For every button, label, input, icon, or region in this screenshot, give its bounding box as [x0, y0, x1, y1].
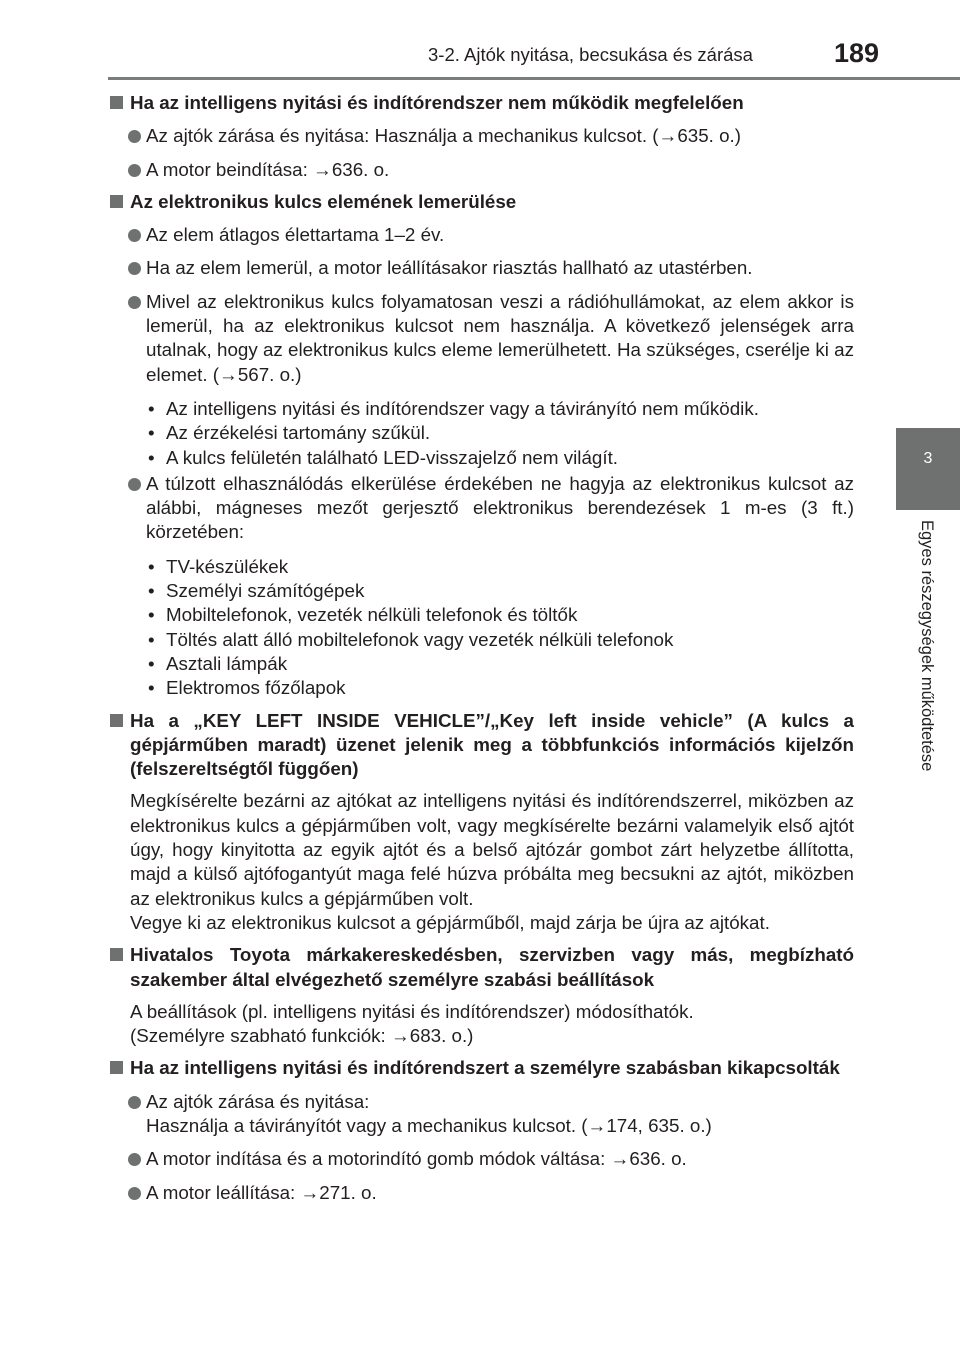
square-bullet-icon: [110, 1061, 123, 1074]
bullet-icon: •: [148, 397, 155, 419]
square-bullet-icon: [110, 195, 123, 208]
list-item: [108, 472, 854, 545]
item-text: Mivel az elektronikus kulcs folyamatosan veszi a rádióhullámokat, az elem akkor is lemerül, ha az elektronikus kulcsot nem használja. A következő jelenségek arra utalnak, hogy az elektronikus kulcs eleme lemerülhetett. Ha szükséges, cserélje ki az elemet. (→567. o.): [146, 290, 854, 385]
sub-item-text: A kulcs felületén található LED-visszajelző nem világít.: [166, 446, 619, 468]
section-heading-key-left-inside: [108, 709, 854, 782]
sub-item-text: Az érzékelési tartomány szűkül.: [166, 422, 431, 444]
circle-bullet-icon: [128, 164, 141, 177]
body-paragraph: [108, 1000, 854, 1049]
section-title: Hivatalos Toyota márkakereskedésben, szervizben vagy más, megbízható szakember által elvégezhető személyre szabási beállítások: [130, 944, 854, 990]
sub-item-text: Töltés alatt álló mobiltelefonok vagy vezeték nélküli telefonok: [166, 628, 674, 650]
section-heading: 3-2. Ajtók nyitása, becsukása és zárása: [428, 44, 753, 65]
sub-item-text: TV-készülékek: [166, 555, 289, 577]
sub-list-item: [146, 628, 854, 652]
list-item: [108, 1181, 854, 1205]
section-heading-system-disabled: [108, 1056, 854, 1080]
chapter-title: Egyes részegységek működtetése: [918, 520, 936, 772]
bullet-icon: •: [148, 604, 155, 626]
bullet-icon: •: [148, 555, 155, 577]
list-item: [108, 1147, 854, 1171]
bullet-icon: •: [148, 628, 155, 650]
section-title: Ha a „KEY LEFT INSIDE VEHICLE”/„Key left inside vehicle” (A kulcs a gépjárműben maradt) üzenet jelenik meg a többfunkciós információs kijelzőn (felszereltségtől függően): [130, 709, 854, 780]
sub-list-item: [146, 397, 854, 421]
sub-item-text: Az intelligens nyitási és indítórendszer vagy a távirányító nem működik.: [166, 397, 759, 419]
section-title: Az elektronikus kulcs elemének lemerülése: [130, 190, 517, 212]
bullet-icon: •: [148, 580, 155, 602]
sub-item-text: Asztali lámpák: [166, 652, 288, 674]
circle-bullet-icon: [128, 296, 141, 309]
chapter-tab: [896, 428, 960, 510]
circle-bullet-icon: [128, 1096, 141, 1109]
item-text: Az elem átlagos élettartama 1–2 év.: [146, 224, 445, 246]
sub-list-item: [146, 555, 854, 579]
circle-bullet-icon: [128, 478, 141, 491]
chapter-number: 3: [923, 450, 933, 467]
sub-list-item: [146, 676, 854, 700]
item-text: A motor beindítása: →636. o.: [146, 158, 390, 180]
header-divider: [108, 77, 960, 80]
sub-list-item: [146, 579, 854, 603]
paragraph-text: Vegye ki az elektronikus kulcsot a gépjárműből, majd zárja be újra az ajtókat.: [130, 911, 770, 933]
item-text: Az ajtók zárása és nyitása:: [146, 1090, 370, 1112]
square-bullet-icon: [110, 714, 123, 727]
paragraph-text: (Személyre szabható funkciók: →683. o.): [130, 1025, 474, 1047]
section-heading-battery-depletion: [108, 190, 854, 214]
circle-bullet-icon: [128, 229, 141, 242]
sub-list-item: [146, 421, 854, 445]
circle-bullet-icon: [128, 262, 141, 275]
list-item: [108, 124, 854, 148]
circle-bullet-icon: [128, 1187, 141, 1200]
circle-bullet-icon: [128, 1153, 141, 1166]
list-item: [108, 1090, 854, 1139]
circle-bullet-icon: [128, 130, 141, 143]
bullet-icon: •: [148, 652, 155, 674]
paragraph-text: Megkísérelte bezárni az ajtókat az intelligens nyitási és indítórendszerrel, miközben az elektronikus kulcs a gépjárműben volt, vagy megkísérelte bezárni valamelyik első ajtót úgy, hogy kinyitotta az egyik ajtót és a belső ajtózár gombot zárt helyzetbe állította, majd a külső ajtófogantyút maga felé húzva próbálta meg becsukni az ajtót, miközben az elektronikus kulcs a gépjárműben volt.: [130, 790, 854, 909]
item-text: Ha az elem lemerül, a motor leállításakor riasztás hallható az utastérben.: [146, 257, 753, 279]
item-text: Az ajtók zárása és nyitása: Használja a mechanikus kulcsot. (→635. o.): [146, 125, 742, 147]
list-item: [108, 158, 854, 182]
item-text: A túlzott elhasználódás elkerülése érdekében ne hagyja az elektronikus kulcsot az alábbi, mágneses mezőt gerjesztő elektronikus berendezések 1 m-es (3 ft.) körzetében:: [146, 472, 854, 543]
section-title: Ha az intelligens nyitási és indítórendszert a személyre szabásban kikapcsolták: [130, 1057, 840, 1079]
page-content: [108, 91, 854, 1205]
item-text: A motor leállítása: →271. o.: [146, 1181, 377, 1203]
sub-item-text: Mobiltelefonok, vezeték nélküli telefonok és töltők: [166, 604, 578, 626]
bullet-icon: •: [148, 422, 155, 444]
sub-list-item: [146, 652, 854, 676]
sub-list-item: [146, 603, 854, 627]
paragraph-text: A beállítások (pl. intelligens nyitási és indítórendszer) módosíthatók.: [130, 1000, 694, 1022]
list-item: [108, 223, 854, 247]
bullet-icon: •: [148, 677, 155, 699]
sub-item-text: Személyi számítógépek: [166, 580, 365, 602]
list-item: [108, 256, 854, 280]
section-title: Ha az intelligens nyitási és indítórendszer nem működik megfelelően: [130, 92, 744, 113]
page-header: [0, 0, 960, 80]
item-text: A motor indítása és a motorindító gomb módok váltása: →636. o.: [146, 1148, 687, 1170]
square-bullet-icon: [110, 96, 123, 109]
sub-list-item: [146, 446, 854, 470]
body-paragraph: [108, 789, 854, 935]
section-heading-inoperative-system: [108, 91, 854, 115]
sub-item-text: Elektromos főzőlapok: [166, 677, 346, 699]
symptom-list: [108, 397, 854, 470]
list-item: [108, 290, 854, 387]
bullet-icon: •: [148, 446, 155, 468]
item-text: Használja a távirányítót vagy a mechanikus kulcsot. (→174, 635. o.): [146, 1114, 712, 1136]
page-number: 189: [834, 38, 880, 68]
square-bullet-icon: [110, 948, 123, 961]
section-heading-customization: [108, 943, 854, 992]
device-list: [108, 555, 854, 701]
